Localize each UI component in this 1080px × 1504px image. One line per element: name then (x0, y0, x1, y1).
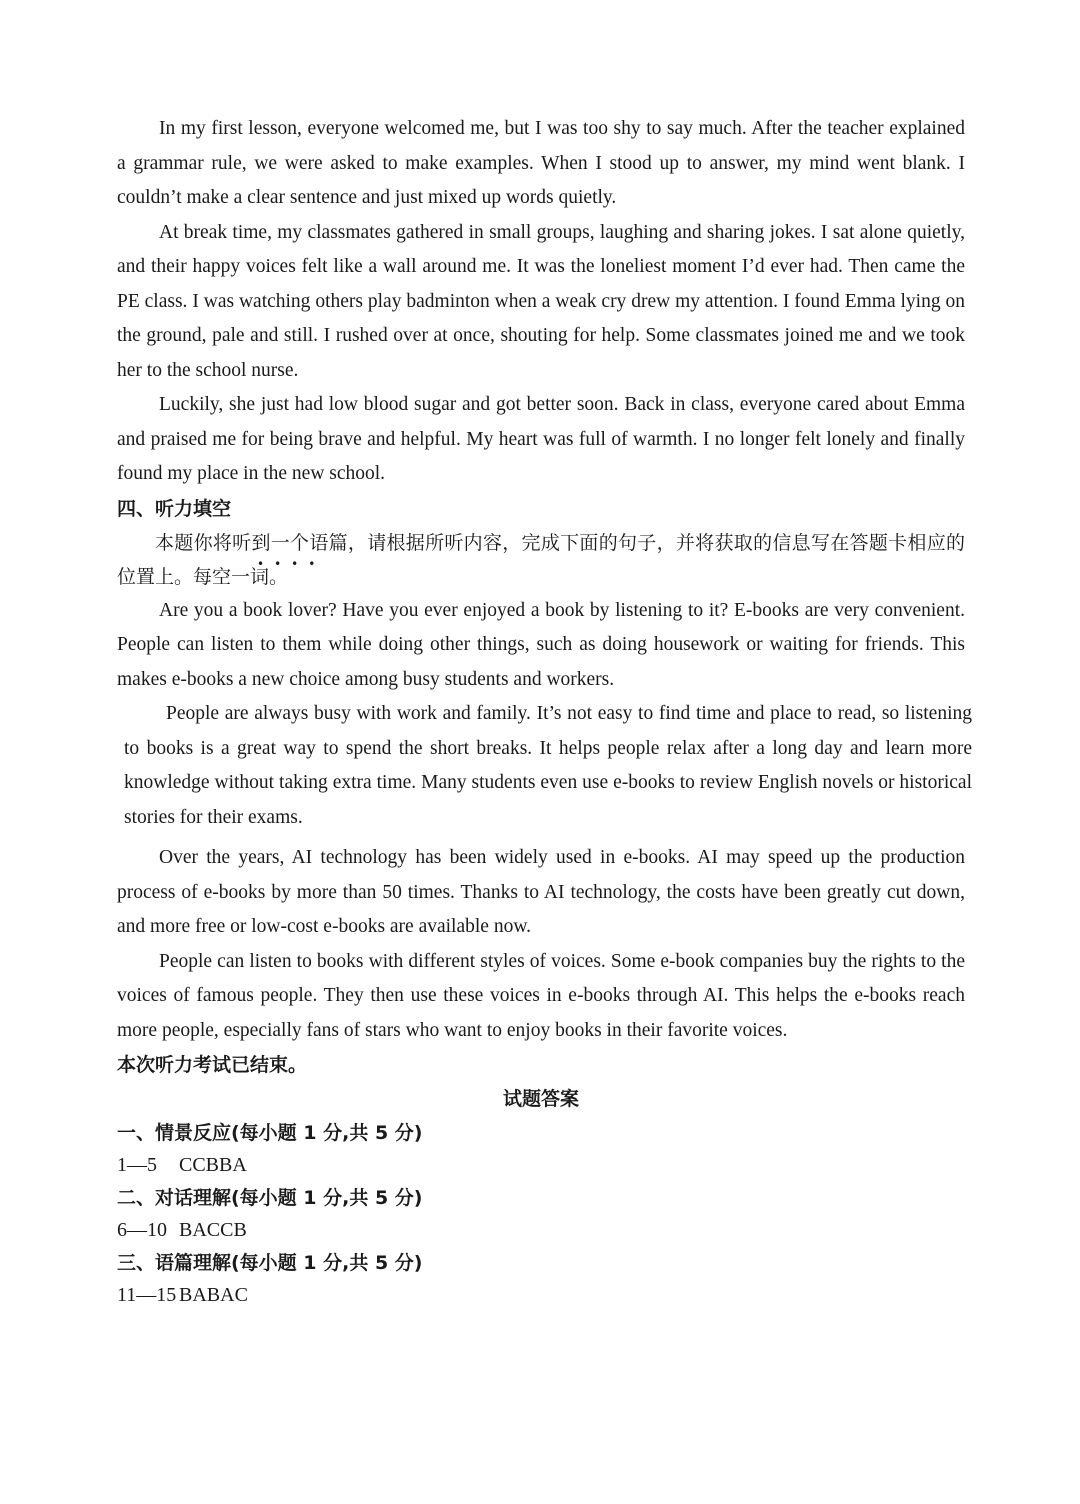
story-paragraph-2: At break time, my classmates gathered in small groups, laughing and sharing jokes. I sat alone quietly, and their happy voices felt like a wall around me. It was the loneliest moment I’d ever had. Then came the PE class. I was watching others play badminton when a weak cry drew my attention. I found Emma lying on the ground, pale and still. I rushed over at once, shouting for help. Some classmates joined me and we took her to the school nurse. (117, 221, 965, 381)
story-paragraph-3: Luckily, she just had low blood sugar and got better soon. Back in class, everyone cared about Emma and praised me for being brave and helpful. My heart was full of warmth. I no longer felt lonely and finally found my place in the new school. (117, 394, 965, 484)
answer-section-3-heading: 三、语篇理解(每小题 1 分,共 5 分) (117, 1252, 423, 1274)
answer-section-1-row (117, 1150, 965, 1181)
answer-section-1-answer: CCBBA (179, 1154, 247, 1176)
document-page (117, 112, 972, 1311)
answer-section-3-answer: BABAC (179, 1284, 248, 1306)
section-4-heading: 四、听力填空 (117, 497, 232, 520)
answer-section-2-row (117, 1215, 965, 1246)
story-paragraph-1: In my first lesson, everyone welcomed me, but I was too shy to say much. After the teacher explained a grammar rule, we were asked to make examples. When I stood up to answer, my mind went blank. I couldn’t make a clear sentence and just mixed up words quietly. (117, 118, 965, 208)
passage-paragraph-3: Over the years, AI technology has been widely used in e-books. AI may speed up the production process of e-books by more than 50 times. Thanks to AI technology, the costs have been greatly cut down, and more free or low-cost e-books are available now. (117, 847, 965, 937)
answer-section-2-answer: BACCB (179, 1219, 247, 1241)
passage-paragraph-1: Are you a book lover? Have you ever enjoyed a book by listening to it? E-books are very convenient. People can listen to them while doing other things, such as doing housework or waiting for friends. This makes e-books a new choice among busy students and workers. (117, 599, 965, 690)
answer-section-3-range: 11—15 (117, 1284, 177, 1306)
answer-section-2-range: 6—10 (117, 1219, 167, 1241)
answer-section-1-range: 1—5 (117, 1154, 157, 1176)
passage-paragraph-2: People are always busy with work and family. It’s not easy to find time and place to read, so listening to books is a great way to spend the short breaks. It helps people relax after a long day and learn more knowledge without taking extra time. Many students even use e-books to review English novels or historical stories for their exams. (124, 703, 972, 828)
section-4-instruction-block (117, 526, 965, 594)
answers-title: 试题答案 (502, 1088, 579, 1110)
answer-section-3-row (117, 1280, 965, 1311)
emphasis-dots: •••• (257, 556, 326, 571)
passage-paragraph-4: People can listen to books with different styles of voices. Some e-book companies buy the rights to the voices of famous people. They then use these voices in e-books through AI. This helps the e-books reach more people, especially fans of stars who want to enjoy books in their favorite voices. (117, 950, 965, 1041)
section-4-instruction: 本题你将听到一个语篇，请根据所听内容，完成下面的句子，并将获取的信息写在答题卡相应的位置上。每空一词。 (117, 531, 965, 588)
listening-end-note: 本次听力考试已结束。 (117, 1054, 308, 1076)
answer-section-1-heading: 一、情景反应(每小题 1 分,共 5 分) (117, 1122, 423, 1144)
answer-section-2-heading: 二、对话理解(每小题 1 分,共 5 分) (117, 1187, 423, 1209)
